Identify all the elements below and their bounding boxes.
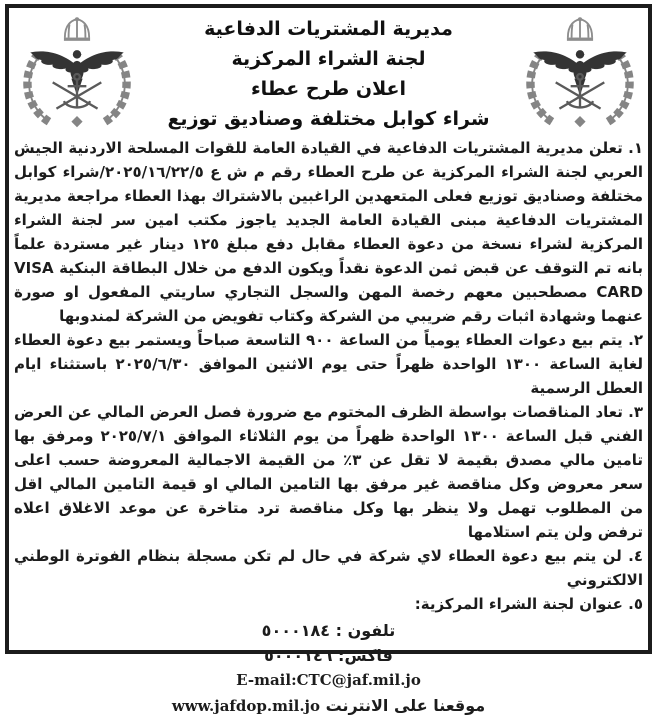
header-titles — [140, 14, 517, 134]
armed-forces-emblem-icon — [14, 17, 140, 131]
phone-line: تلفون : ٥٠٠٠١٨٤ — [261, 621, 396, 640]
fax-line: فاكس: ٥٠٠٠١٤٦ — [264, 646, 393, 665]
announcement-title: اعلان طرح عطاء — [250, 78, 407, 100]
email-line: E-mail:CTC@jaf.mil.jo — [236, 671, 421, 689]
armed-forces-emblem-icon — [517, 17, 643, 131]
announcement-body — [14, 136, 643, 719]
website-url: www.jafdop.mil.jo — [171, 697, 320, 715]
tender-subject-title: شراء كوابل مختلفة وصناديق توزيع — [167, 108, 490, 130]
clause-1-tender-issue: ١. تعلن مديرية المشتريات الدفاعية في القيادة العامة للقوات المسلحة الاردنية الجيش العربي لجنة الشراء المركزية عن طرح العطاء رقم م ش ع ٢٠٢٥/١٦/٢٢/٥/شراء كوابل مختلفة وصناديق توزيع فعلى المتعهدين الراغبين بالاشتراك بهذا العطاء مراجعة مديرية المشتريات الدفاعية مبنى القيادة العامة الجديد ياجوز مكتب امين سر لجنة الشراء المركزية لشراء نسخة من دعوة العطاء مقابل دفع مبلغ ١٢٥ دينار غير مستردة علماً بانه تم التوقف عن قبض ثمن الدعوة نقداً ويكون الدفع من خلال البطاقة البنكية VISA CARD مصطحبين معهم رخصة المهن والسجل التجاري ساريتي المفعول او صورة عنهما وشهادة اثبات رقم ضريبي من الشركة وكتاب تفويض من الشركة لمندوبها — [14, 139, 643, 325]
clause-3-submission-rules: ٣. تعاد المناقصات بواسطة الظرف المختوم مع ضرورة فصل العرض المالي عن العرض الفني قبل الساعة ١٣٠٠ الواحدة ظهراً من يوم الثلاثاء الموافق ٢٠٢٥/٧/١ ومرفق بها تامين مالي مصدق بقيمة لا تقل عن ٣٪ من القيمة الاجمالية المعروضة حسب اعلى سعر معروض وكل مناقصة غير مرفق بها التامين المالي او قيمة التامين المالي اقل من المطلوب تهمل ولا ينظر بها وكل مناقصة ترد متاخرة عن موعد الاغلاق اعلاه ترفض ولن يتم استلامها — [14, 403, 643, 541]
document-border-frame — [5, 4, 652, 715]
clause-5-address-heading: ٥. عنوان لجنة الشراء المركزية: — [414, 595, 643, 613]
website-line — [14, 693, 643, 719]
clause-4-e-invoicing-requirement: ٤. لن يتم بيع دعوة العطاء لاي شركة في حال لم تكن مسجلة بنظام الفوترة الوطني الالكتروني — [14, 547, 643, 589]
committee-title: لجنة الشراء المركزية — [231, 48, 426, 70]
contact-block — [14, 618, 643, 719]
document-header — [14, 14, 643, 134]
directorate-title: مديرية المشتريات الدفاعية — [204, 18, 453, 40]
website-label: موقعنا على الانترنت — [325, 696, 486, 715]
clause-2-sale-times: ٢. يتم بيع دعوات العطاء يومياً من الساعة ٩٠٠ التاسعة صباحاً ويستمر بيع دعوة العطاء لغاية الساعة ١٣٠٠ الواحدة ظهراً حتى يوم الاثنين الموافق ٢٠٢٥/٦/٣٠ باستثناء ايام العطل الرسمية — [14, 331, 644, 397]
